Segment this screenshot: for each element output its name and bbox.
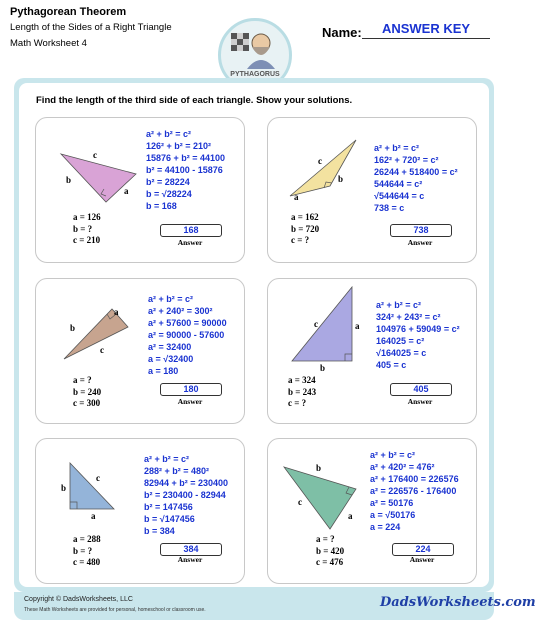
step-line: a² + 420² = 476² (370, 462, 435, 472)
given-line: c = 300 (73, 398, 101, 408)
step-line: a² + 176400 = 226576 (370, 474, 459, 484)
name-label: Name: (322, 25, 362, 40)
step-line: a² + b² = c² (370, 450, 416, 460)
given-line: b = 240 (73, 386, 102, 397)
step-line: a = √32400 (148, 354, 194, 364)
step-line: b = √28224 (146, 189, 192, 199)
side-label-a: a (114, 307, 119, 317)
side-label-c: c (314, 319, 318, 329)
problem-card-3 (35, 278, 245, 424)
side-label-b: b (320, 363, 326, 373)
step-line: a² = 50176 (370, 498, 414, 508)
step-line: 126² + b² = 210² (146, 141, 212, 151)
given-line: c = 210 (73, 235, 101, 245)
given-line: c = 476 (316, 557, 344, 567)
step-line: 104976 + 59049 = c² (376, 324, 460, 334)
answer-label: Answer (407, 238, 433, 247)
given-line: b = ? (73, 545, 93, 556)
step-line: 82944 + b² = 230400 (144, 478, 229, 488)
problem-card-1 (35, 117, 245, 263)
answer-label: Answer (177, 555, 203, 564)
answer-box[interactable]: 384 (160, 543, 222, 556)
answer-label: Answer (177, 397, 203, 406)
side-label-b: b (338, 174, 344, 184)
copyright-text: Copyright © DadsWorksheets, LLC (24, 596, 133, 603)
answer-box[interactable]: 168 (160, 224, 222, 237)
step-line: a² + b² = c² (376, 300, 422, 310)
step-line: 738 = c (374, 203, 405, 213)
step-line: 26244 + 518400 = c² (374, 167, 458, 177)
answer-label: Answer (409, 555, 435, 564)
side-label-b: b (66, 175, 72, 185)
step-line: a² = 226576 - 176400 (370, 486, 457, 496)
step-line: 324² + 243² = c² (376, 312, 441, 322)
solution-steps (146, 128, 225, 212)
step-line: b = 384 (144, 526, 175, 536)
given-values (73, 212, 101, 247)
given-line: a = 288 (73, 534, 101, 544)
step-line: b² = 28224 (146, 177, 190, 187)
name-field[interactable]: ANSWER KEY (362, 21, 490, 39)
step-line: a² + b² = c² (146, 129, 192, 139)
usage-note: These Math Worksheets are provided for personal, homeschool or classroom use. (24, 607, 206, 613)
given-line: b = 720 (291, 223, 320, 234)
step-line: b = √147456 (144, 514, 195, 524)
side-label-a: a (348, 511, 353, 521)
side-label-b: b (316, 463, 322, 473)
given-line: c = ? (288, 398, 307, 408)
step-line: √164025 = c (376, 348, 427, 358)
worksheet-title: Pythagorean Theorem (10, 6, 127, 18)
step-line: 15876 + b² = 44100 (146, 153, 226, 163)
given-line: c = ? (291, 235, 310, 245)
given-values (73, 375, 101, 410)
side-label-a: a (294, 192, 299, 202)
solution-steps (376, 299, 460, 371)
step-line: 405 = c (376, 360, 407, 370)
step-line: a = 180 (148, 366, 179, 376)
given-line: c = 480 (73, 557, 101, 567)
step-line: b = 168 (146, 201, 177, 211)
given-values (291, 212, 319, 247)
given-values (288, 375, 316, 410)
logo-text: PYTHAGORUS (230, 71, 280, 78)
step-line: a² = 32400 (148, 342, 192, 352)
solution-steps (148, 293, 227, 377)
solution-steps (370, 449, 459, 533)
triangle-shape (292, 287, 352, 361)
step-line: a = √50176 (370, 510, 416, 520)
step-line: 544644 = c² (374, 179, 423, 189)
worksheet-number: Math Worksheet 4 (10, 38, 87, 49)
triangle-shape (290, 140, 356, 196)
step-line: √544644 = c (374, 191, 425, 201)
step-line: a² + 240² = 300² (148, 306, 213, 316)
side-label-c: c (318, 156, 322, 166)
answer-label: Answer (407, 397, 433, 406)
answer-box[interactable]: 180 (160, 383, 222, 396)
side-label-a: a (124, 186, 129, 196)
given-values (316, 534, 344, 569)
step-line: 162² + 720² = c² (374, 155, 439, 165)
step-line: a² + b² = c² (148, 294, 194, 304)
instructions: Find the length of the third side of each triangle. Show your solutions. (36, 95, 353, 106)
given-line: a = 126 (73, 212, 101, 222)
step-line: 164025 = c² (376, 336, 425, 346)
side-label-c: c (298, 497, 302, 507)
side-label-c: c (96, 473, 100, 483)
step-line: a² + b² = c² (374, 143, 420, 153)
step-line: a = 224 (370, 522, 401, 532)
answer-box[interactable]: 405 (390, 383, 452, 396)
step-line: a² = 90000 - 57600 (148, 330, 225, 340)
answer-label: Answer (177, 238, 203, 247)
given-values (73, 534, 101, 569)
side-label-a: a (355, 321, 360, 331)
worksheet-subtitle: Length of the Sides of a Right Triangle (10, 22, 172, 33)
triangle-shape (284, 467, 356, 529)
given-line: a = 324 (288, 375, 316, 385)
step-line: 288² + b² = 480² (144, 466, 210, 476)
given-line: a = ? (73, 375, 92, 385)
given-line: a = ? (316, 534, 335, 544)
step-line: b² = 230400 - 82944 (144, 490, 226, 500)
problem-card-5 (35, 438, 245, 584)
answer-box[interactable]: 224 (392, 543, 454, 556)
problem-card-6 (267, 438, 477, 584)
side-label-b: b (61, 483, 67, 493)
side-label-c: c (100, 345, 104, 355)
given-line: a = 162 (291, 212, 319, 222)
given-line: b = 243 (288, 386, 317, 397)
step-line: a² + b² = c² (144, 454, 190, 464)
step-line: b² = 147456 (144, 502, 193, 512)
step-line: a² + 57600 = 90000 (148, 318, 227, 328)
side-label-b: b (70, 323, 76, 333)
given-line: b = ? (73, 223, 93, 234)
step-line: b² = 44100 - 15876 (146, 165, 223, 175)
side-label-c: c (93, 150, 97, 160)
problem-card-2 (267, 117, 477, 263)
problem-card-4 (267, 278, 477, 424)
given-line: b = 420 (316, 545, 345, 556)
solution-steps (144, 453, 228, 537)
answer-box[interactable]: 738 (390, 224, 452, 237)
solution-steps (374, 142, 458, 214)
brand-logo[interactable]: DadsWorksheets.com (380, 595, 536, 610)
side-label-a: a (91, 511, 96, 521)
